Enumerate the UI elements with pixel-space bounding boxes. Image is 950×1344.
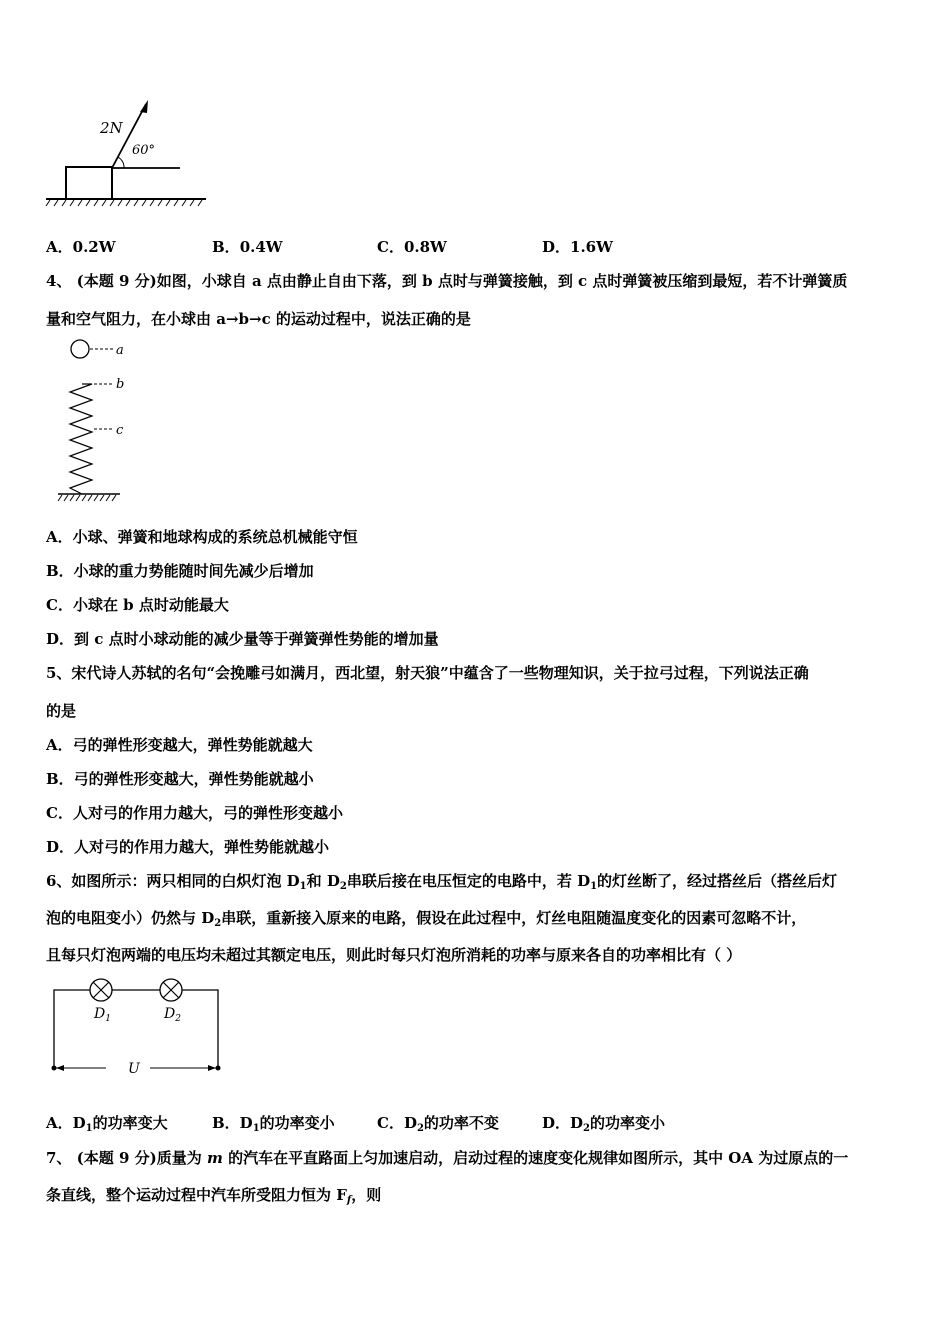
q3-option-c[interactable]: C．0.8W xyxy=(377,238,447,256)
q4-spring-figure xyxy=(54,336,136,508)
q7-stem-line2: 条直线，整个运动过程中汽车所受阻力恒为 $F_f$，则 xyxy=(46,1186,382,1206)
q5-stem-line2: 的是 xyxy=(46,702,77,720)
lamp-d1-icon xyxy=(90,979,112,1001)
angle-arc xyxy=(118,157,124,168)
terminal-left xyxy=(52,1066,57,1071)
label-u: U xyxy=(128,1061,140,1077)
arrow-head-icon xyxy=(140,100,148,113)
angle-label: 60° xyxy=(132,143,156,158)
q6-option-b[interactable]: B．$D_1$的功率变小 xyxy=(212,1114,335,1134)
label-d2: $D_2$ xyxy=(164,1006,181,1024)
q5-option-d[interactable]: D．人对弓的作用力越大，弹性势能就越小 xyxy=(46,838,330,856)
arrow-left-icon xyxy=(56,1065,64,1071)
label-c: c xyxy=(116,423,124,438)
q4-stem-line2: 量和空气阻力，在小球由 a→b→c 的运动过程中，说法正确的是 xyxy=(46,310,471,328)
q7-stem-line1: 7、 (本题 9 分)质量为 m 的汽车在平直路面上匀加速启动，启动过程的速度变化规律如图所示，其中 OA 为过原点的一 xyxy=(46,1149,849,1167)
q6-option-a[interactable]: A．$D_1$的功率变大 xyxy=(46,1114,168,1134)
spring xyxy=(70,384,92,494)
q5-stem-line1: 5、宋代诗人苏轼的名句“会挽雕弓如满月，西北望，射天狼”中蕴含了一些物理知识，关于拉弓过程，下列说法正确 xyxy=(46,664,809,682)
q4-option-c[interactable]: C．小球在 b 点时动能最大 xyxy=(46,596,229,614)
q3-force-figure xyxy=(44,96,214,212)
label-a: a xyxy=(116,343,124,358)
q5-option-c[interactable]: C．人对弓的作用力越大，弓的弹性形变越小 xyxy=(46,804,343,822)
ball xyxy=(71,340,89,358)
q6-stem-line1: 6、如图所示：两只相同的白炽灯泡 $D_1$和 $D_2$串联后接在电压恒定的电路中，若 $D_1$的灯丝断了，经过搭丝后（搭丝后灯 xyxy=(46,872,838,892)
q4-option-b[interactable]: B．小球的重力势能随时间先减少后增加 xyxy=(46,562,314,580)
q6-stem-line3: 且每只灯泡两端的电压均未超过其额定电压，则此时每只灯泡所消耗的功率与原来各自的功率相比有（ ） xyxy=(46,946,742,964)
q5-option-a[interactable]: A．弓的弹性形变越大，弹性势能就越大 xyxy=(46,736,313,754)
circuit-wire xyxy=(54,990,90,1068)
q4-stem-line1: 4、 (本题 9 分)如图，小球自 a 点由静止自由下落，到 b 点时与弹簧接触，到 c 点时弹簧被压缩到最短，若不计弹簧质 xyxy=(46,272,848,290)
terminal-right xyxy=(216,1066,221,1071)
q6-option-c[interactable]: C．$D_2$的功率不变 xyxy=(377,1114,499,1134)
label-b: b xyxy=(116,377,125,392)
circuit-wire-right xyxy=(182,990,218,1068)
force-label: 2N xyxy=(100,119,123,137)
floor-hatch xyxy=(58,495,116,501)
q3-option-a[interactable]: A．0.2W xyxy=(46,238,116,256)
q4-option-d[interactable]: D．到 c 点时小球动能的减少量等于弹簧弹性势能的增加量 xyxy=(46,630,439,648)
q3-option-b[interactable]: B．0.4W xyxy=(212,238,283,256)
lamp-d2-icon xyxy=(160,979,182,1001)
label-d1: $D_1$ xyxy=(94,1006,111,1024)
ground-hatch xyxy=(46,200,202,206)
q6-circuit-figure xyxy=(46,976,226,1082)
q5-option-b[interactable]: B．弓的弹性形变越大，弹性势能就越小 xyxy=(46,770,314,788)
q4-option-a[interactable]: A．小球、弹簧和地球构成的系统总机械能守恒 xyxy=(46,528,358,546)
arrow-right-icon xyxy=(208,1065,216,1071)
block xyxy=(66,167,112,199)
q3-option-d[interactable]: D．1.6W xyxy=(542,238,613,256)
q6-stem-line2: 泡的电阻变小）仍然与 $D_2$串联，重新接入原来的电路，假设在此过程中，灯丝电阻随温度变化的因素可忽略不计， xyxy=(46,909,807,929)
q6-option-d[interactable]: D．$D_2$的功率变小 xyxy=(542,1114,666,1134)
